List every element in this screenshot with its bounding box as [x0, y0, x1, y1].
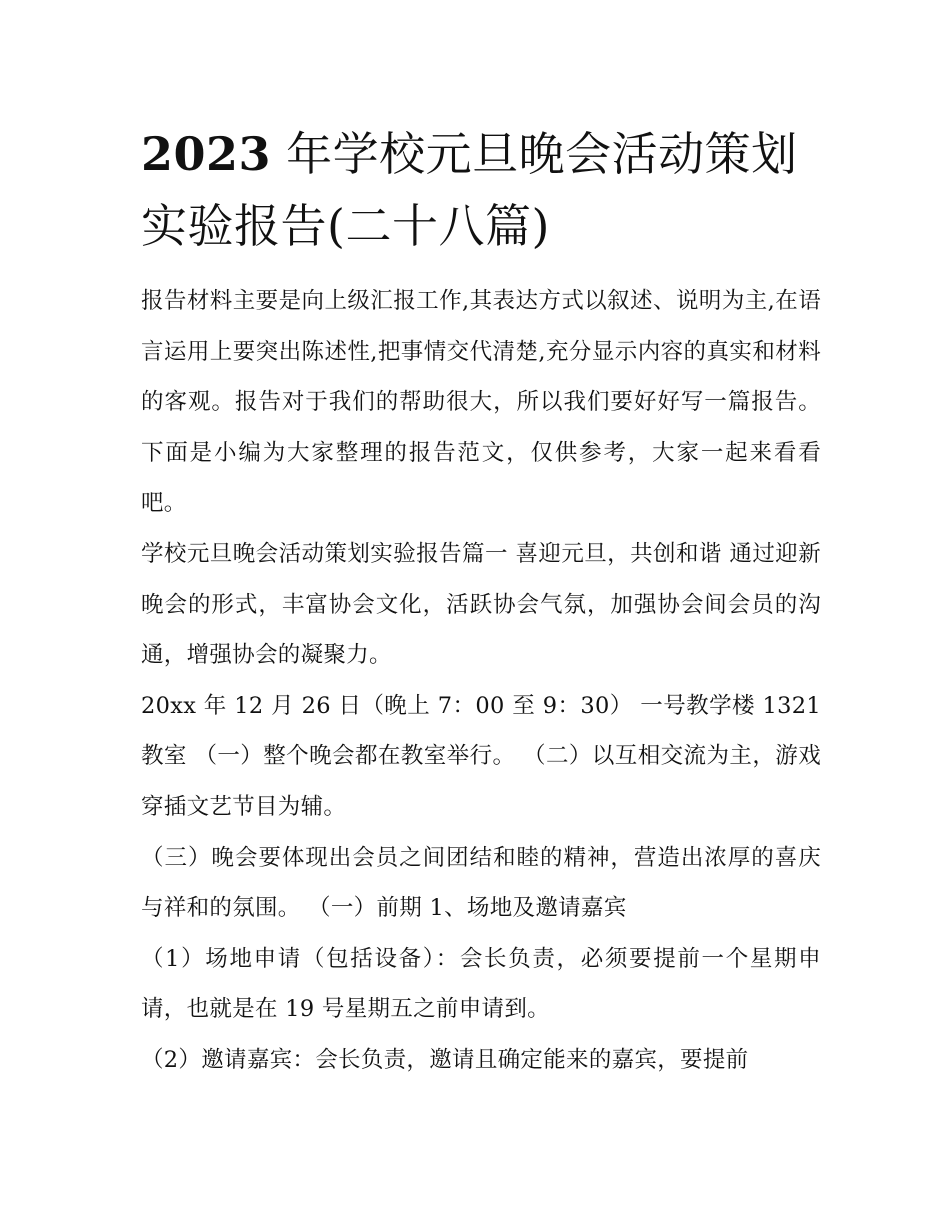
document-page — [141, 118, 821, 1086]
invite-guests-paragraph: （2）邀请嘉宾：会长负责，邀请且确定能来的嘉宾，要提前 — [141, 1046, 749, 1073]
intro-paragraph: 报告材料主要是向上级汇报工作,其表达方式以叙述、说明为主,在语言运用上要突出陈述性,把事情交代清楚,充分显示内容的真实和材料的客观。报告对于我们的帮助很大，所以我们要好好写一篇报告。下面是小编为大家整理的报告范文，仅供参考，大家一起来看看吧。 — [141, 288, 821, 517]
time-location-paragraph: 20xx 年 12 月 26 日（晚上 7：00 至 9：30） 一号教学楼 1321 教室 （一）整个晚会都在教室举行。 （二）以互相交流为主，游戏穿插文艺节目为辅。 — [141, 692, 821, 820]
section-one-paragraph: 学校元旦晚会活动策划实验报告篇一 喜迎元旦，共创和谐 通过迎新晚会的形式，丰富协会文化，活跃协会气氛，加强协会间会员的沟通，增强协会的凝聚力。 — [141, 540, 821, 669]
title-year: 2023 — [141, 127, 272, 181]
atmosphere-paragraph: （三）晚会要体现出会员之间团结和睦的精神，营造出浓厚的喜庆与祥和的氛围。 （一）前期 1、场地及邀请嘉宾 — [141, 844, 821, 922]
title-text: 年学校元旦晚会活动策划实验报告(二十八篇) — [141, 127, 798, 253]
venue-application-paragraph: （1）场地申请（包括设备）：会长负责，必须要提前一个星期申请，也就是在 19 号星期五之前申请到。 — [141, 945, 821, 1023]
document-title — [141, 118, 821, 262]
